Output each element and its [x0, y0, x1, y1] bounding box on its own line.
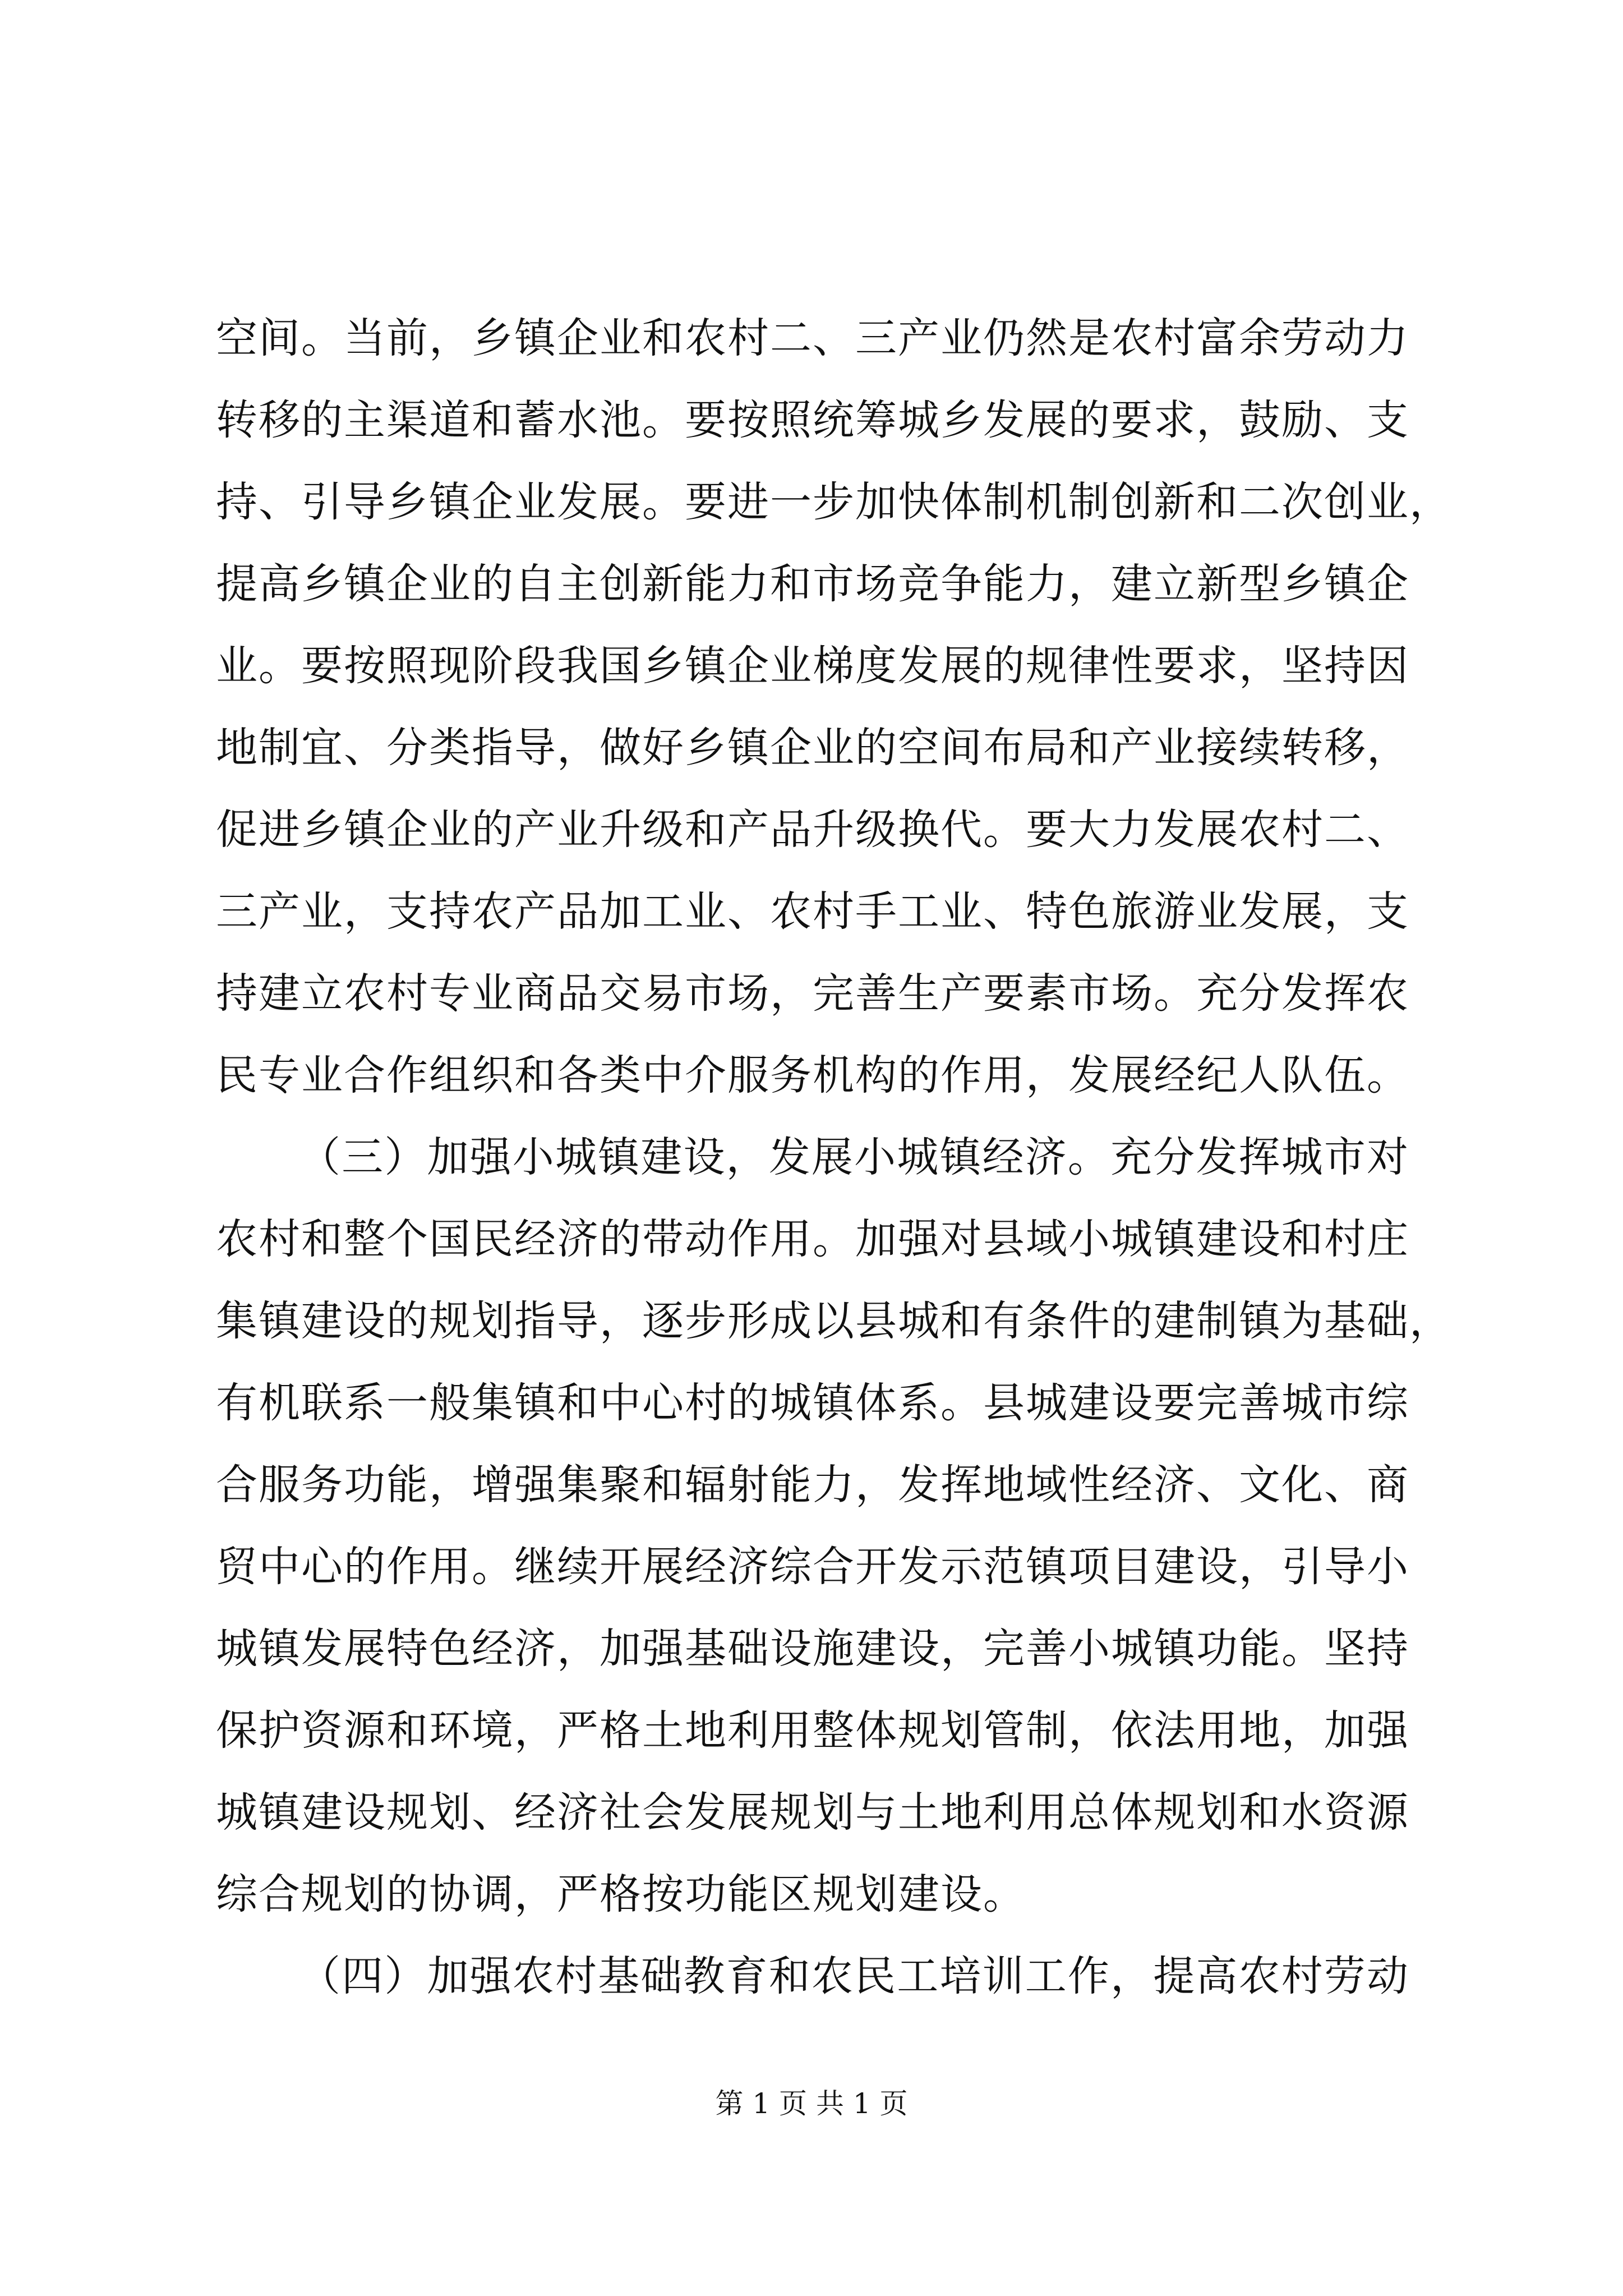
- paragraph-1-line-10: 民专业合作组织和各类中介服务机构的作用，发展经纪人队伍。: [216, 1051, 1409, 1099]
- document-body: [216, 297, 1452, 2017]
- paragraph-1-line-2: 转移的主渠道和蓄水池。要按照统筹城乡发展的要求，鼓励、支: [216, 396, 1409, 444]
- page-footer: 第 1 页 共 1 页: [715, 2087, 908, 2120]
- paragraph-2-line-2: 农村和整个国民经济的带动作用。加强对县域小城镇建设和村庄: [216, 1215, 1409, 1263]
- paragraph-1-line-6: 地制宜、分类指导，做好乡镇企业的空间布局和产业接续转移，: [216, 724, 1409, 772]
- paragraph-2-line-10: 综合规划的协调，严格按功能区规划建设。: [216, 1870, 1026, 1918]
- paragraph-2-line-9: 城镇建设规划、经济社会发展规划与土地利用总体规划和水资源: [216, 1788, 1409, 1837]
- paragraph-1-line-5: 业。要按照现阶段我国乡镇企业梯度发展的规律性要求，坚持因: [216, 642, 1409, 690]
- paragraph-1-line-9: 持建立农村专业商品交易市场，完善生产要素市场。充分发挥农: [216, 969, 1409, 1018]
- paragraph-3-line-1: （四）加强农村基础教育和农民工培训工作，提高农村劳动: [299, 1952, 1409, 2000]
- paragraph-2-line-1: （三）加强小城镇建设，发展小城镇经济。充分发挥城市对: [299, 1133, 1409, 1181]
- paragraph-1-line-7: 促进乡镇企业的产业升级和产品升级换代。要大力发展农村二、: [216, 806, 1409, 854]
- paragraph-2-line-3: 集镇建设的规划指导，逐步形成以县城和有条件的建制镇为基础，: [216, 1297, 1452, 1345]
- paragraph-2-line-8: 保护资源和环境，严格土地利用整体规划管制，依法用地，加强: [216, 1706, 1409, 1755]
- paragraph-1-line-3: 持、引导乡镇企业发展。要进一步加快体制机制创新和二次创业，: [216, 478, 1452, 526]
- paragraph-1-line-8: 三产业，支持农产品加工业、农村手工业、特色旅游业发展，支: [216, 887, 1409, 936]
- paragraph-1: [216, 297, 1452, 1116]
- paragraph-3: [216, 1935, 1409, 2017]
- paragraph-1-line-4: 提高乡镇企业的自主创新能力和市场竞争能力，建立新型乡镇企: [216, 560, 1409, 608]
- paragraph-2-line-4: 有机联系一般集镇和中心村的城镇体系。县城建设要完善城市综: [216, 1379, 1409, 1427]
- paragraph-2: [216, 1116, 1452, 1935]
- paragraph-2-line-7: 城镇发展特色经济，加强基础设施建设，完善小城镇功能。坚持: [216, 1625, 1409, 1673]
- paragraph-1-line-1: 空间。当前，乡镇企业和农村二、三产业仍然是农村富余劳动力: [216, 314, 1409, 362]
- paragraph-2-line-6: 贸中心的作用。继续开展经济综合开发示范镇项目建设，引导小: [216, 1543, 1409, 1591]
- paragraph-2-line-5: 合服务功能，增强集聚和辐射能力，发挥地域性经济、文化、商: [216, 1461, 1409, 1509]
